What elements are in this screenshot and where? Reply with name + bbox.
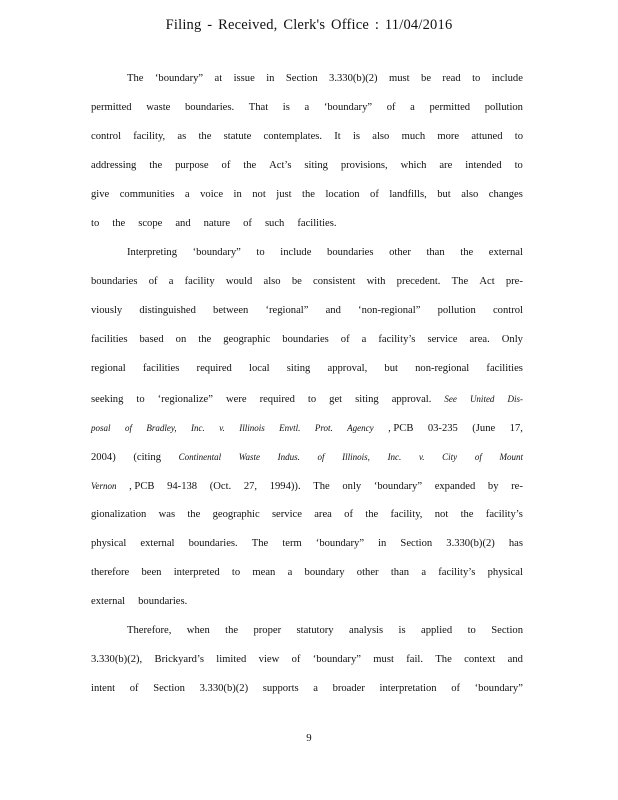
- word: 3.330(b)(2),: [91, 653, 143, 665]
- word: at: [214, 73, 223, 84]
- word: siting: [355, 393, 379, 405]
- word: a: [313, 682, 318, 694]
- word: 03-235: [427, 422, 458, 434]
- word: facility: [184, 276, 215, 288]
- word: view: [258, 653, 280, 665]
- word: provisions,: [340, 160, 388, 172]
- word: geographic: [223, 334, 271, 346]
- word: The: [435, 653, 452, 665]
- word: facility’s: [378, 334, 416, 346]
- text-line: [91, 303, 523, 332]
- text-line: [91, 245, 523, 274]
- word: and: [325, 305, 341, 317]
- word: external: [91, 595, 126, 607]
- text-line: [91, 536, 523, 565]
- word: not: [434, 508, 449, 520]
- word: of: [317, 451, 325, 462]
- word: re-: [511, 480, 523, 492]
- word: interpretation: [379, 682, 437, 694]
- word: only: [342, 480, 362, 492]
- word: as: [177, 131, 187, 143]
- word: The: [313, 480, 330, 492]
- word: boundaries.: [188, 537, 238, 549]
- word: broader: [332, 682, 365, 694]
- word: Brickyard’s: [154, 653, 204, 665]
- word: location: [325, 189, 360, 201]
- word: The: [127, 73, 144, 84]
- word: a: [410, 102, 415, 114]
- word: of: [129, 682, 139, 694]
- text-line: [91, 478, 523, 507]
- word: Mount: [499, 451, 523, 462]
- word: It: [334, 131, 341, 143]
- text-line: [91, 652, 523, 681]
- word: of: [221, 160, 231, 172]
- text-line: [91, 361, 523, 390]
- word: would: [225, 276, 253, 288]
- word: in: [233, 189, 242, 201]
- word: the: [198, 131, 212, 143]
- word: 1994)).: [269, 480, 301, 492]
- word: statutory: [296, 624, 334, 636]
- word: Act: [479, 276, 495, 288]
- word: siting: [304, 160, 328, 172]
- word: waste: [146, 102, 171, 114]
- word: to: [91, 218, 100, 230]
- word: control: [492, 305, 523, 317]
- word: intent: [91, 682, 116, 694]
- text-line: [91, 420, 523, 449]
- word: in: [266, 73, 275, 84]
- word: to: [467, 624, 476, 636]
- word: give: [91, 189, 110, 201]
- word: boundary: [304, 566, 345, 578]
- word: permitted: [429, 102, 471, 114]
- word: Inc.: [191, 422, 205, 433]
- word: control: [91, 131, 122, 143]
- word: of: [148, 276, 158, 288]
- word: approval,: [327, 363, 368, 375]
- word: was: [158, 508, 176, 520]
- word: area.: [469, 334, 490, 346]
- word: other: [389, 247, 411, 259]
- word: also: [263, 276, 281, 288]
- word: 94-138: [167, 480, 198, 492]
- word: intended: [465, 160, 502, 172]
- word: ‘boundary”: [315, 537, 365, 549]
- word: physical: [91, 537, 127, 549]
- word: external: [140, 537, 175, 549]
- word: much: [401, 131, 426, 143]
- word: approval.: [391, 393, 432, 405]
- word: be: [291, 276, 302, 288]
- word: between: [213, 305, 249, 317]
- word: context: [464, 653, 496, 665]
- word: but: [437, 189, 451, 201]
- word: a: [304, 102, 310, 114]
- word: read: [442, 73, 461, 84]
- word: such: [264, 218, 285, 230]
- text-line: [91, 274, 523, 303]
- text-line: [91, 681, 523, 710]
- text-line: [91, 129, 523, 158]
- word: but: [384, 363, 398, 375]
- word: by: [487, 480, 499, 492]
- word: a: [421, 566, 427, 578]
- word: boundaries.: [138, 595, 188, 607]
- word: attuned: [471, 131, 503, 143]
- word: with: [366, 276, 386, 288]
- word: of: [124, 422, 132, 433]
- text-line: [91, 158, 523, 187]
- word: when: [186, 624, 210, 636]
- text-line: [91, 507, 523, 536]
- word: (citing: [133, 451, 162, 463]
- word: addressing: [91, 160, 137, 172]
- word: get: [329, 393, 343, 405]
- word: term: [282, 537, 302, 549]
- word: ‘boundary”: [192, 247, 241, 259]
- word: a: [168, 276, 174, 288]
- text-line: [91, 216, 523, 245]
- word: Inc.: [387, 451, 402, 462]
- word: pollution: [437, 305, 476, 317]
- word: Illinois: [239, 422, 265, 433]
- word: facilities: [142, 363, 180, 375]
- word: to: [136, 393, 145, 405]
- word: of: [340, 334, 350, 346]
- word: on: [175, 334, 187, 346]
- word: Therefore,: [127, 624, 172, 636]
- word: pollution: [484, 102, 523, 114]
- text-line: [91, 391, 523, 420]
- word: the: [243, 160, 257, 172]
- word: , PCB: [129, 480, 155, 492]
- word: ‘boundary”: [323, 102, 373, 114]
- word: has: [508, 537, 523, 549]
- word: Envtl.: [279, 422, 301, 433]
- word: pre-: [505, 276, 523, 288]
- word: is: [282, 102, 290, 114]
- word: communities: [119, 189, 175, 201]
- word: must: [373, 653, 394, 665]
- word: ‘boundary”: [474, 682, 523, 694]
- word: limited: [216, 653, 247, 665]
- text-line: [91, 100, 523, 129]
- word: to: [514, 131, 523, 143]
- word: which: [400, 160, 427, 172]
- word: be: [421, 73, 432, 84]
- word: also: [372, 131, 390, 143]
- filing-header: Filing - Received, Clerk's Office : 11/04/2016: [165, 17, 453, 33]
- word: , PCB: [388, 422, 414, 434]
- word: the: [460, 247, 474, 259]
- text-line: [91, 71, 523, 100]
- word: Continental: [178, 451, 222, 462]
- word: of: [386, 102, 396, 114]
- word: Interpreting: [127, 247, 178, 259]
- word: the: [302, 189, 315, 201]
- text-line: [91, 565, 523, 594]
- word: v.: [418, 451, 425, 462]
- word: ‘boundary”: [373, 480, 423, 492]
- word: changes: [488, 189, 523, 201]
- word: Indus.: [277, 451, 300, 462]
- word: a: [361, 334, 367, 346]
- word: to: [256, 247, 265, 259]
- word: Prot.: [314, 422, 333, 433]
- word: is: [352, 131, 361, 143]
- word: posal: [91, 422, 111, 433]
- word: applied: [421, 624, 453, 636]
- word: siting: [286, 363, 311, 375]
- word: viously: [91, 305, 123, 317]
- word: external: [488, 247, 523, 259]
- word: also: [461, 189, 479, 201]
- word: voice: [200, 189, 224, 201]
- word: to: [231, 566, 241, 578]
- word: facility’s: [438, 566, 476, 578]
- word: landfills,: [389, 189, 427, 201]
- word: were: [225, 393, 247, 405]
- word: fail.: [406, 653, 423, 665]
- word: Act’s: [269, 160, 292, 172]
- word: required: [196, 363, 232, 375]
- word: mean: [252, 566, 276, 578]
- word: of: [291, 653, 301, 665]
- word: in: [378, 537, 387, 549]
- word: the: [225, 624, 239, 636]
- word: service: [427, 334, 458, 346]
- word: other: [356, 566, 379, 578]
- word: City: [442, 451, 458, 462]
- word: Illinois,: [342, 451, 370, 462]
- word: than: [426, 247, 445, 259]
- word: service: [271, 508, 302, 520]
- word: permitted: [91, 102, 132, 114]
- word: physical: [487, 566, 523, 578]
- word: v.: [219, 422, 225, 433]
- word: the: [149, 160, 163, 172]
- word: 3.330(b)(2): [446, 537, 495, 549]
- word: based: [139, 334, 164, 346]
- text-line: [91, 332, 523, 361]
- word: include: [280, 247, 312, 259]
- word: United: [469, 393, 495, 404]
- word: 17,: [509, 422, 523, 434]
- word: purpose: [175, 160, 209, 172]
- word: supports: [262, 682, 299, 694]
- word: gionalization: [91, 508, 147, 520]
- text-line: [91, 187, 523, 216]
- text-line: [91, 449, 523, 478]
- word: must: [389, 73, 410, 84]
- word: Section: [400, 537, 433, 549]
- word: 3.330(b)(2): [199, 682, 249, 694]
- word: distinguished: [139, 305, 196, 317]
- word: the: [112, 218, 126, 230]
- word: Section: [153, 682, 185, 694]
- word: analysis: [349, 624, 384, 636]
- word: Only: [501, 334, 523, 346]
- word: expanded: [434, 480, 476, 492]
- word: proper: [253, 624, 282, 636]
- page-number: 9: [306, 732, 312, 744]
- word: the: [198, 334, 212, 346]
- word: issue: [233, 73, 255, 84]
- word: therefore: [91, 566, 130, 578]
- text-line: [91, 594, 523, 623]
- word: of: [344, 508, 353, 520]
- word: area: [314, 508, 332, 520]
- word: 3.330(b)(2): [329, 73, 378, 84]
- word: interpreted: [173, 566, 220, 578]
- word: ‘boundary”: [154, 73, 204, 84]
- word: contemplates.: [263, 131, 323, 143]
- word: That: [248, 102, 269, 114]
- word: ‘regional”: [265, 305, 309, 317]
- word: Section: [491, 624, 523, 636]
- word: Agency: [347, 422, 374, 433]
- word: boundaries: [91, 276, 138, 288]
- word: to: [307, 393, 317, 405]
- word: just: [276, 189, 292, 201]
- word: Section: [285, 73, 318, 84]
- word: non-regional: [415, 363, 470, 375]
- word: boundaries.: [184, 102, 235, 114]
- word: boundaries: [327, 247, 374, 259]
- word: Dis-: [507, 393, 523, 404]
- word: and: [175, 218, 191, 230]
- word: geographic: [212, 508, 260, 520]
- word: ‘non-regional”: [358, 305, 421, 317]
- word: of: [474, 451, 482, 462]
- word: statute: [223, 131, 252, 143]
- word: Waste: [238, 451, 260, 462]
- word: (June: [472, 422, 496, 434]
- word: facility,: [390, 508, 423, 520]
- word: precedent.: [396, 276, 441, 288]
- word: facilities.: [297, 218, 337, 230]
- word: of: [451, 682, 461, 694]
- word: 2004): [91, 451, 116, 463]
- text-line: [91, 623, 523, 652]
- word: seeking: [91, 393, 124, 405]
- word: required: [259, 393, 295, 405]
- word: scope: [138, 218, 163, 230]
- word: consistent: [313, 276, 356, 288]
- word: a: [287, 566, 293, 578]
- word: 27,: [243, 480, 258, 492]
- word: are: [439, 160, 453, 172]
- word: Vernon: [91, 480, 117, 491]
- word: facility’s: [485, 508, 523, 520]
- word: See: [444, 393, 457, 404]
- word: of: [243, 218, 252, 230]
- word: (Oct.: [209, 480, 232, 492]
- word: facilities: [91, 334, 128, 346]
- word: nature: [203, 218, 231, 230]
- word: The: [251, 537, 269, 549]
- word: is: [398, 624, 406, 636]
- word: include: [491, 73, 523, 84]
- word: not: [252, 189, 266, 201]
- word: the: [365, 508, 379, 520]
- word: than: [390, 566, 410, 578]
- word: The: [451, 276, 469, 288]
- word: the: [187, 508, 201, 520]
- word: more: [437, 131, 460, 143]
- word: Bradley,: [146, 422, 177, 433]
- word: to: [472, 73, 481, 84]
- word: ‘regionalize”: [157, 393, 213, 405]
- word: regional: [91, 363, 126, 375]
- word: of: [370, 189, 379, 201]
- word: local: [249, 363, 270, 375]
- word: a: [184, 189, 190, 201]
- body-text: [91, 71, 523, 710]
- word: facility,: [133, 131, 166, 143]
- word: to: [514, 160, 523, 172]
- word: been: [141, 566, 162, 578]
- word: and: [507, 653, 523, 665]
- word: the: [460, 508, 474, 520]
- word: boundaries: [282, 334, 329, 346]
- word: facilities: [486, 363, 523, 375]
- word: ‘boundary”: [312, 653, 361, 665]
